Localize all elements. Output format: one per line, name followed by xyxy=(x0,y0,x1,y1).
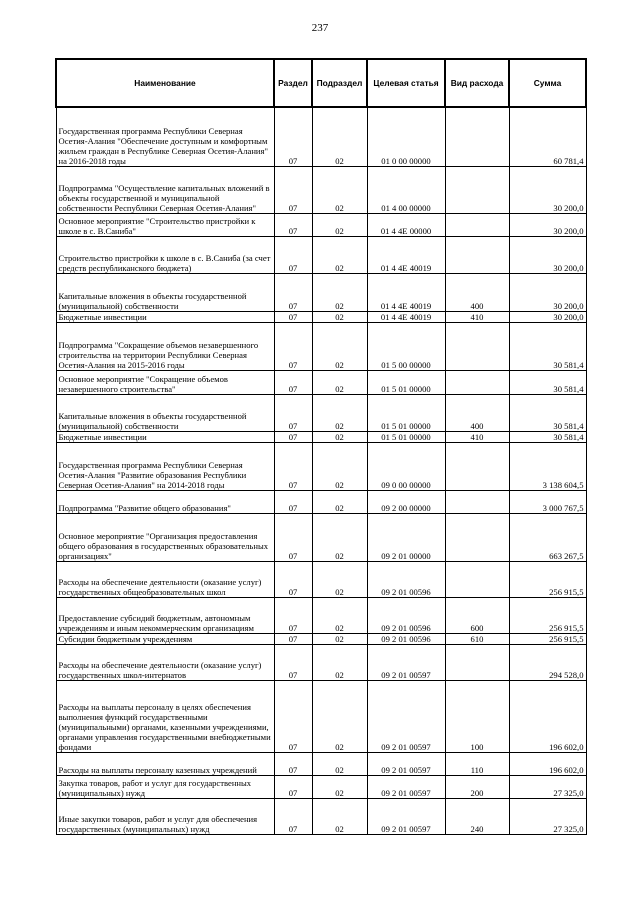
cell-amount: 30 200,0 xyxy=(509,166,586,213)
cell-section: 07 xyxy=(274,370,312,394)
cell-section: 07 xyxy=(274,798,312,834)
cell-section: 07 xyxy=(274,273,312,311)
cell-section: 07 xyxy=(274,431,312,442)
cell-expense-type xyxy=(445,236,509,273)
table-row xyxy=(56,322,586,370)
cell-subsection: 02 xyxy=(312,213,367,236)
cell-target: 09 2 01 00000 xyxy=(367,513,445,561)
table-row xyxy=(56,442,586,490)
budget-table xyxy=(55,58,587,835)
cell-subsection: 02 xyxy=(312,431,367,442)
cell-section: 07 xyxy=(274,166,312,213)
cell-subsection: 02 xyxy=(312,236,367,273)
cell-name: Бюджетные инвестиции xyxy=(56,311,274,322)
cell-target: 01 4 4Е 00000 xyxy=(367,213,445,236)
table-body xyxy=(56,107,586,834)
cell-section: 07 xyxy=(274,633,312,644)
header-amount: Сумма xyxy=(509,59,586,107)
cell-target: 09 2 01 00597 xyxy=(367,775,445,798)
cell-amount: 3 000 767,5 xyxy=(509,490,586,513)
cell-name: Расходы на выплаты персоналу в целях обеспечения выполнения функций государственными (муниципальными) органами, казенными учреждениями, органами управления государственными внебюджетными фондами xyxy=(56,680,274,752)
cell-expense-type xyxy=(445,644,509,680)
cell-subsection: 02 xyxy=(312,633,367,644)
table-row xyxy=(56,166,586,213)
cell-section: 07 xyxy=(274,322,312,370)
cell-expense-type: 200 xyxy=(445,775,509,798)
cell-target: 09 2 01 00597 xyxy=(367,680,445,752)
cell-subsection: 02 xyxy=(312,490,367,513)
cell-amount: 60 781,4 xyxy=(509,107,586,166)
table-row xyxy=(56,273,586,311)
cell-expense-type: 100 xyxy=(445,680,509,752)
cell-name: Субсидии бюджетным учреждениям xyxy=(56,633,274,644)
header-section: Раздел xyxy=(274,59,312,107)
cell-section: 07 xyxy=(274,597,312,633)
cell-expense-type: 240 xyxy=(445,798,509,834)
cell-target: 09 2 01 00596 xyxy=(367,633,445,644)
cell-section: 07 xyxy=(274,680,312,752)
cell-name: Государственная программа Республики Северная Осетия-Алания "Обеспечение доступным и комфортным жильем граждан в Республике Северная Осетия-Алания" на 2016-2018 годы xyxy=(56,107,274,166)
cell-section: 07 xyxy=(274,752,312,775)
cell-name: Расходы на обеспечение деятельности (оказание услуг) государственных общеобразовательных школ xyxy=(56,561,274,597)
cell-expense-type: 410 xyxy=(445,431,509,442)
cell-amount: 30 200,0 xyxy=(509,213,586,236)
table-row xyxy=(56,490,586,513)
cell-section: 07 xyxy=(274,107,312,166)
cell-subsection: 02 xyxy=(312,775,367,798)
cell-name: Закупка товаров, работ и услуг для государственных (муниципальных) нужд xyxy=(56,775,274,798)
cell-subsection: 02 xyxy=(312,644,367,680)
cell-target: 09 2 01 00597 xyxy=(367,644,445,680)
cell-expense-type: 600 xyxy=(445,597,509,633)
cell-subsection: 02 xyxy=(312,166,367,213)
cell-amount: 30 581,4 xyxy=(509,370,586,394)
table-row xyxy=(56,107,586,166)
cell-section: 07 xyxy=(274,442,312,490)
cell-expense-type xyxy=(445,442,509,490)
cell-name: Основное мероприятие "Строительство пристройки к школе в с. В.Саниба" xyxy=(56,213,274,236)
cell-subsection: 02 xyxy=(312,311,367,322)
cell-amount: 256 915,5 xyxy=(509,561,586,597)
cell-target: 09 2 01 00597 xyxy=(367,798,445,834)
table-row xyxy=(56,597,586,633)
header-expense-type: Вид расхода xyxy=(445,59,509,107)
cell-target: 01 5 01 00000 xyxy=(367,431,445,442)
cell-expense-type xyxy=(445,370,509,394)
table-row xyxy=(56,213,586,236)
cell-target: 01 4 4Е 40019 xyxy=(367,273,445,311)
header-row xyxy=(56,59,586,107)
table-row xyxy=(56,513,586,561)
cell-name: Основное мероприятие "Организация предоставления общего образования в государственных образовательных организациях" xyxy=(56,513,274,561)
cell-expense-type xyxy=(445,166,509,213)
cell-amount: 3 138 604,5 xyxy=(509,442,586,490)
header-target: Целевая статья xyxy=(367,59,445,107)
cell-section: 07 xyxy=(274,311,312,322)
cell-amount: 30 581,4 xyxy=(509,322,586,370)
cell-expense-type xyxy=(445,513,509,561)
cell-subsection: 02 xyxy=(312,322,367,370)
cell-subsection: 02 xyxy=(312,597,367,633)
cell-expense-type xyxy=(445,322,509,370)
cell-subsection: 02 xyxy=(312,107,367,166)
page-number: 237 xyxy=(311,22,329,34)
header-name: Наименование xyxy=(56,59,274,107)
cell-target: 01 0 00 00000 xyxy=(367,107,445,166)
cell-target: 01 5 01 00000 xyxy=(367,370,445,394)
cell-name: Иные закупки товаров, работ и услуг для обеспечения государственных (муниципальных) нужд xyxy=(56,798,274,834)
table-row xyxy=(56,561,586,597)
cell-name: Основное мероприятие "Сокращение объемов незавершенного строительства" xyxy=(56,370,274,394)
cell-subsection: 02 xyxy=(312,370,367,394)
cell-amount: 256 915,5 xyxy=(509,597,586,633)
cell-section: 07 xyxy=(274,236,312,273)
table-row xyxy=(56,311,586,322)
cell-section: 07 xyxy=(274,644,312,680)
cell-amount: 30 200,0 xyxy=(509,273,586,311)
cell-target: 09 0 00 00000 xyxy=(367,442,445,490)
cell-amount: 27 325,0 xyxy=(509,798,586,834)
table-row xyxy=(56,752,586,775)
cell-name: Расходы на выплаты персоналу казенных учреждений xyxy=(56,752,274,775)
cell-subsection: 02 xyxy=(312,752,367,775)
cell-name: Капитальные вложения в объекты государственной (муниципальной) собственности xyxy=(56,394,274,431)
cell-section: 07 xyxy=(274,775,312,798)
cell-target: 09 2 01 00596 xyxy=(367,561,445,597)
cell-amount: 663 267,5 xyxy=(509,513,586,561)
cell-amount: 30 581,4 xyxy=(509,394,586,431)
cell-section: 07 xyxy=(274,513,312,561)
cell-amount: 27 325,0 xyxy=(509,775,586,798)
cell-target: 01 5 01 00000 xyxy=(367,394,445,431)
cell-target: 01 4 4Е 40019 xyxy=(367,311,445,322)
table-row xyxy=(56,394,586,431)
table-row xyxy=(56,236,586,273)
cell-subsection: 02 xyxy=(312,442,367,490)
cell-expense-type: 110 xyxy=(445,752,509,775)
cell-expense-type xyxy=(445,490,509,513)
table-row xyxy=(56,680,586,752)
cell-subsection: 02 xyxy=(312,680,367,752)
cell-subsection: 02 xyxy=(312,273,367,311)
cell-amount: 196 602,0 xyxy=(509,680,586,752)
cell-amount: 30 200,0 xyxy=(509,236,586,273)
cell-expense-type xyxy=(445,107,509,166)
cell-subsection: 02 xyxy=(312,513,367,561)
cell-expense-type: 610 xyxy=(445,633,509,644)
cell-expense-type: 400 xyxy=(445,394,509,431)
cell-name: Капитальные вложения в объекты государственной (муниципальной) собственности xyxy=(56,273,274,311)
table-row xyxy=(56,644,586,680)
cell-amount: 30 581,4 xyxy=(509,431,586,442)
cell-name: Предоставление субсидий бюджетным, автономным учреждениям и иным некоммерческим организациям xyxy=(56,597,274,633)
cell-name: Подпрограмма "Развитие общего образования" xyxy=(56,490,274,513)
cell-subsection: 02 xyxy=(312,561,367,597)
cell-target: 01 4 4Е 40019 xyxy=(367,236,445,273)
cell-expense-type xyxy=(445,213,509,236)
cell-amount: 30 200,0 xyxy=(509,311,586,322)
table-row xyxy=(56,775,586,798)
cell-expense-type xyxy=(445,561,509,597)
cell-amount: 196 602,0 xyxy=(509,752,586,775)
table-row xyxy=(56,431,586,442)
cell-section: 07 xyxy=(274,213,312,236)
cell-name: Расходы на обеспечение деятельности (оказание услуг) государственных школ-интернатов xyxy=(56,644,274,680)
table-row xyxy=(56,798,586,834)
cell-amount: 294 528,0 xyxy=(509,644,586,680)
cell-expense-type: 400 xyxy=(445,273,509,311)
cell-section: 07 xyxy=(274,394,312,431)
cell-name: Строительство пристройки к школе в с. В.Саниба (за счет средств республиканского бюджета) xyxy=(56,236,274,273)
cell-section: 07 xyxy=(274,561,312,597)
cell-target: 09 2 01 00597 xyxy=(367,752,445,775)
table-row xyxy=(56,633,586,644)
header-subsection: Подраздел xyxy=(312,59,367,107)
cell-target: 09 2 00 00000 xyxy=(367,490,445,513)
cell-name: Подпрограмма "Сокращение объемов незавершенного строительства на территории Республики Северная Осетия-Алания на 2015-2016 годы xyxy=(56,322,274,370)
cell-section: 07 xyxy=(274,490,312,513)
cell-amount: 256 915,5 xyxy=(509,633,586,644)
cell-target: 09 2 01 00596 xyxy=(367,597,445,633)
cell-target: 01 4 00 00000 xyxy=(367,166,445,213)
cell-expense-type: 410 xyxy=(445,311,509,322)
cell-subsection: 02 xyxy=(312,394,367,431)
cell-name: Бюджетные инвестиции xyxy=(56,431,274,442)
cell-target: 01 5 00 00000 xyxy=(367,322,445,370)
cell-subsection: 02 xyxy=(312,798,367,834)
table-row xyxy=(56,370,586,394)
cell-name: Подпрограмма "Осуществление капитальных вложений в объекты государственной и муниципальной собственности Республики Северная Осетия-Алания" xyxy=(56,166,274,213)
cell-name: Государственная программа Республики Северная Осетия-Алания "Развитие образования Республики Северная Осетия-Алания" на 2014-2018 годы xyxy=(56,442,274,490)
